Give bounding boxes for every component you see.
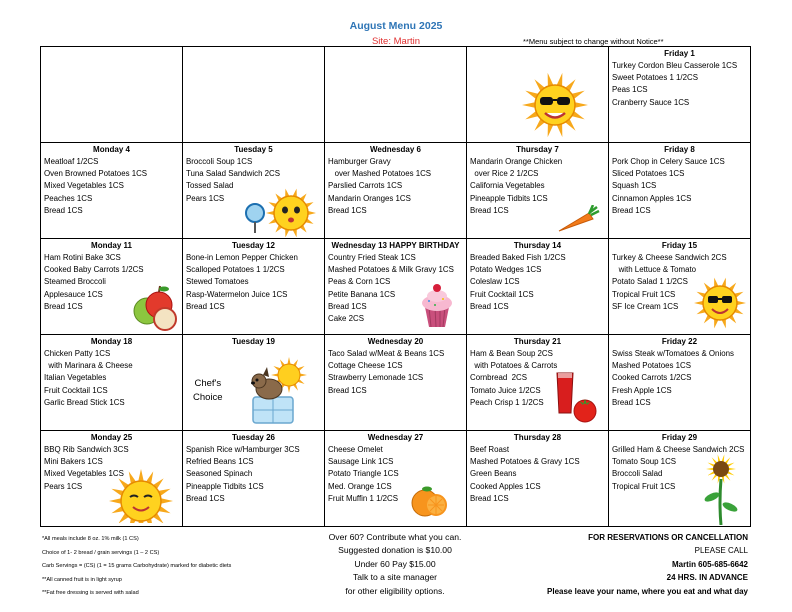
menu-item: Bread 1CS xyxy=(186,493,225,503)
menu-item: Bone-in Lemon Pepper Chicken xyxy=(186,253,298,262)
menu-item: Cottage Cheese 1CS xyxy=(328,361,403,371)
menu-item: Tuna Salad Sandwich 2CS xyxy=(186,169,281,179)
menu-item: Peas 1CS xyxy=(612,85,648,95)
menu-item: Cranberry Sauce 1CS xyxy=(612,97,690,107)
week-row xyxy=(41,335,751,431)
menu-item: Mini Bakers 1CS xyxy=(44,457,103,467)
menu-item: Hamburger Gravy xyxy=(328,157,391,166)
day-heading: Friday 8 xyxy=(664,145,695,154)
menu-item: Bread 1CS xyxy=(470,205,509,215)
menu-item: Cheese Omelet xyxy=(328,445,383,454)
dog-ice-icon xyxy=(243,357,313,431)
menu-item: Squash 1CS xyxy=(612,181,657,191)
menu-item: Tossed Salad xyxy=(186,181,234,191)
day-heading: Monday 4 xyxy=(93,145,130,154)
reservation-phone: Martin 605-685-6642 xyxy=(671,559,748,569)
menu-item: Peas & Corn 1CS xyxy=(328,277,391,287)
cupcake-icon xyxy=(419,281,455,334)
menu-item: Sweet Potatoes 1 1/2CS xyxy=(612,73,698,83)
menu-item: Turkey & Cheese Sandwich 2CS xyxy=(612,253,727,262)
menu-item: BBQ Rib Sandwich 3CS xyxy=(44,445,129,454)
menu-item: Pears 1CS xyxy=(186,193,225,203)
menu-item: Tropical Fruit 1CS xyxy=(612,289,676,299)
menu-item: Mandarin Oranges 1CS xyxy=(328,193,411,203)
day-cell xyxy=(325,47,467,143)
chefs-choice-line: Chef's xyxy=(194,378,222,389)
carrot-icon xyxy=(555,205,600,239)
day-cell xyxy=(183,239,325,335)
day-heading: Thursday 7 xyxy=(516,145,559,154)
menu-item: Cooked Baby Carrots 1/2CS xyxy=(44,265,144,275)
day-cell xyxy=(183,47,325,143)
menu-item: Fresh Apple 1CS xyxy=(612,385,672,395)
menu-item: Tomato Soup 1CS xyxy=(612,457,677,467)
menu-item: Strawberry Lemonade 1CS xyxy=(328,373,424,383)
day-heading: Wednesday 27 xyxy=(367,433,424,442)
menu-item: Bread 1CS xyxy=(470,301,509,311)
day-cell xyxy=(467,239,609,335)
menu-item: Chicken Patty 1CS xyxy=(44,349,111,358)
day-heading: Tuesday 19 xyxy=(232,337,275,346)
menu-item: Mashed Potatoes 1CS xyxy=(612,361,691,371)
menu-item: Bread 1CS xyxy=(186,301,225,311)
menu-calendar xyxy=(40,46,751,527)
footer-note: **All canned fruit is in light syrup xyxy=(42,576,122,583)
menu-item: Spanish Rice w/Hamburger 3CS xyxy=(186,445,300,454)
day-heading: Friday 22 xyxy=(661,337,698,346)
menu-item: Coleslaw 1CS xyxy=(470,277,520,287)
menu-item: Pork Chop in Celery Sauce 1CS xyxy=(612,157,725,166)
sun-sunglasses-icon xyxy=(515,69,595,143)
day-cell xyxy=(325,335,467,431)
menu-item: Peach Crisp 1 1/2CS xyxy=(470,397,544,407)
menu-item: Fruit Cocktail 1CS xyxy=(470,289,534,299)
menu-item: Tropical Fruit 1CS xyxy=(612,481,676,491)
menu-item: California Vegetables xyxy=(470,181,545,191)
day-heading: Thursday 14 xyxy=(513,241,562,250)
day-heading: Friday 15 xyxy=(661,241,698,250)
day-cell xyxy=(467,47,609,143)
footer-note: **Fat free dressing is served with salad xyxy=(42,590,139,596)
contribution-line: for other eligibility options. xyxy=(345,585,445,596)
week-row xyxy=(41,143,751,239)
menu-item: with Lettuce & Tomato xyxy=(612,265,697,275)
menu-item: Turkey Cordon Bleu Casserole 1CS xyxy=(612,61,738,70)
day-heading: Thursday 28 xyxy=(513,433,562,442)
contribution-line: Talk to a site manager xyxy=(352,572,438,583)
menu-item: Rasp-Watermelon Juice 1CS xyxy=(186,289,288,299)
contribution-info xyxy=(305,531,485,598)
week-row xyxy=(41,239,751,335)
menu-item: Pears 1CS xyxy=(44,481,83,491)
menu-item: Meatloaf 1/2CS xyxy=(44,157,99,166)
day-cell xyxy=(325,143,467,239)
menu-item: Fruit Cocktail 1CS xyxy=(44,385,108,395)
menu-item: Petite Banana 1CS xyxy=(328,289,396,299)
reservation-leave: Please leave your name, where you eat and what day xyxy=(547,586,748,596)
menu-item: Taco Salad w/Meat & Beans 1CS xyxy=(328,349,445,358)
day-cell xyxy=(467,335,609,431)
menu-item: Cinnamon Apples 1CS xyxy=(612,193,692,203)
day-heading: Wednesday 13 HAPPY BIRTHDAY xyxy=(331,241,460,250)
menu-item: Potato Triangle 1CS xyxy=(328,469,399,479)
menu-item: Bread 1CS xyxy=(328,385,367,395)
menu-item: SF Ice Cream 1CS xyxy=(612,301,679,311)
reservation-advance: 24 HRS. IN ADVANCE xyxy=(666,573,748,583)
menu-item: Oven Browned Potatoes 1CS xyxy=(44,169,148,179)
menu-item: Applesauce 1CS xyxy=(44,289,103,299)
day-cell xyxy=(609,335,751,431)
day-heading: Monday 25 xyxy=(90,433,133,442)
day-cell xyxy=(41,335,183,431)
day-cell xyxy=(41,239,183,335)
menu-item: Mashed Potatoes & Gravy 1CS xyxy=(470,457,580,467)
footer-notes xyxy=(42,533,231,601)
day-heading: Tuesday 12 xyxy=(232,241,275,250)
menu-item: Mixed Vegetables 1CS xyxy=(44,181,124,191)
menu-item: Parslied Carrots 1CS xyxy=(328,181,403,191)
footer-note: Choice of 1- 2 bread / grain servings (1 – 2 CS) xyxy=(42,549,160,556)
menu-title: August Menu 2025 xyxy=(349,20,443,32)
sun-sleepy-icon xyxy=(101,467,181,527)
menu-item: Potato Salad 1 1/2CS xyxy=(612,277,688,287)
menu-item: Steamed Broccoli xyxy=(44,277,106,287)
tomato-juice-icon xyxy=(551,369,601,430)
day-cell xyxy=(41,431,183,527)
menu-item: Fruit Muffin 1 1/2CS xyxy=(328,493,399,503)
menu-item: Country Fried Steak 1CS xyxy=(328,253,416,262)
apples-icon xyxy=(127,283,179,335)
menu-item: over Rice 2 1/2CS xyxy=(470,169,539,179)
contribution-line: Suggested donation is $10.00 xyxy=(338,545,452,556)
menu-item: Pineapple Tidbits 1CS xyxy=(186,481,264,491)
sunflower-icon xyxy=(699,453,743,527)
menu-item: Beef Roast xyxy=(470,445,510,454)
day-heading: Monday 11 xyxy=(91,241,132,250)
day-heading: Wednesday 20 xyxy=(367,337,424,346)
menu-item: Swiss Steak w/Tomatoes & Onions xyxy=(612,349,734,358)
day-cell xyxy=(609,431,751,527)
reservation-call: PLEASE CALL xyxy=(694,546,748,556)
day-cell xyxy=(325,239,467,335)
menu-item: with Marinara & Cheese xyxy=(44,361,133,371)
site-name: Site: Martin xyxy=(371,36,421,47)
menu-item: Bread 1CS xyxy=(328,301,367,311)
day-heading: Tuesday 5 xyxy=(234,145,273,154)
menu-item: with Potatoes & Carrots xyxy=(470,361,558,371)
menu-item: Tomato Juice 1/2CS xyxy=(470,385,541,395)
orange-icon xyxy=(409,479,449,526)
week-row xyxy=(41,47,751,143)
day-heading: Friday 29 xyxy=(661,433,698,442)
menu-item: Bread 1CS xyxy=(44,301,83,311)
chefs-choice xyxy=(193,377,223,405)
menu-item: Bread 1CS xyxy=(328,205,367,215)
day-heading: Friday 1 xyxy=(664,49,695,58)
menu-item: Mashed Potatoes & Milk Gravy 1CS xyxy=(328,265,454,275)
contribution-line: Under 60 Pay $15.00 xyxy=(354,558,436,569)
menu-item: Stewed Tomatoes xyxy=(186,277,249,287)
menu-item: Sliced Potatoes 1CS xyxy=(612,169,685,179)
day-cell xyxy=(183,335,325,431)
menu-item: over Mashed Potatoes 1CS xyxy=(328,169,432,179)
menu-item: Med. Orange 1CS xyxy=(328,481,392,491)
menu-item: Sausage Link 1CS xyxy=(328,457,394,467)
contribution-line: Over 60? Contribute what you can. xyxy=(328,532,462,542)
sun-cool-icon xyxy=(691,275,749,335)
menu-item: Ham & Bean Soup 2CS xyxy=(470,349,553,358)
menu-item: Pineapple Tidbits 1CS xyxy=(470,193,548,203)
week-row xyxy=(41,431,751,527)
day-heading: Monday 18 xyxy=(90,337,133,346)
chefs-choice-line: Choice xyxy=(193,392,223,403)
menu-item: Ham Rotini Bake 3CS xyxy=(44,253,121,262)
menu-item: Peaches 1CS xyxy=(44,193,93,203)
day-heading: Wednesday 6 xyxy=(370,145,421,154)
menu-item: Seasoned Spinach xyxy=(186,469,253,479)
day-cell xyxy=(183,431,325,527)
menu-item: Broccoli Soup 1CS xyxy=(186,157,253,166)
menu-item: Grilled Ham & Cheese Sandwich 2CS xyxy=(612,445,745,454)
day-cell xyxy=(609,239,751,335)
day-cell xyxy=(467,143,609,239)
menu-item: Breaded Baked Fish 1/2CS xyxy=(470,253,566,262)
menu-item: Cooked Apples 1CS xyxy=(470,481,541,491)
menu-item: Broccoli Salad xyxy=(612,469,663,479)
change-notice: **Menu subject to change without Notice** xyxy=(523,37,664,46)
day-cell xyxy=(183,143,325,239)
day-cell xyxy=(609,143,751,239)
menu-item: Potato Wedges 1CS xyxy=(470,265,542,275)
day-cell xyxy=(325,431,467,527)
menu-item: Refried Beans 1CS xyxy=(186,457,254,467)
menu-item: Bread 1CS xyxy=(612,205,651,215)
menu-item: Cake 2CS xyxy=(328,314,364,324)
day-heading: Tuesday 26 xyxy=(232,433,275,442)
sun-fan-icon xyxy=(243,187,323,239)
menu-item: Bread 1CS xyxy=(44,205,83,215)
footer-note: *All meals include 8 oz. 1% milk (1 CS) xyxy=(42,536,139,542)
menu-item: Cooked Carrots 1/2CS xyxy=(612,373,692,383)
menu-item: Italian Vegetables xyxy=(44,373,107,383)
day-heading: Thursday 21 xyxy=(513,337,562,346)
reservation-info xyxy=(540,531,748,598)
menu-item: Mandarin Orange Chicken xyxy=(470,157,563,166)
day-cell xyxy=(41,143,183,239)
menu-item: Scalloped Potatoes 1 1/2CS xyxy=(186,265,285,275)
day-cell xyxy=(467,431,609,527)
day-cell xyxy=(41,47,183,143)
menu-item: Bread 1CS xyxy=(470,493,509,503)
menu-item: Bread 1CS xyxy=(612,397,651,407)
footer-note: Carb Servings = (CS) (1 = 15 grams Carbohydrate) marked for diabetic diets xyxy=(42,563,232,569)
reservation-heading: FOR RESERVATIONS OR CANCELLATION xyxy=(588,533,748,542)
menu-item: Mixed Vegetables 1CS xyxy=(44,469,124,479)
menu-item: Garlic Bread Stick 1CS xyxy=(44,397,125,407)
day-cell xyxy=(609,47,751,143)
menu-item: Cornbread 2CS xyxy=(470,373,528,383)
menu-item: Green Beans xyxy=(470,469,517,479)
